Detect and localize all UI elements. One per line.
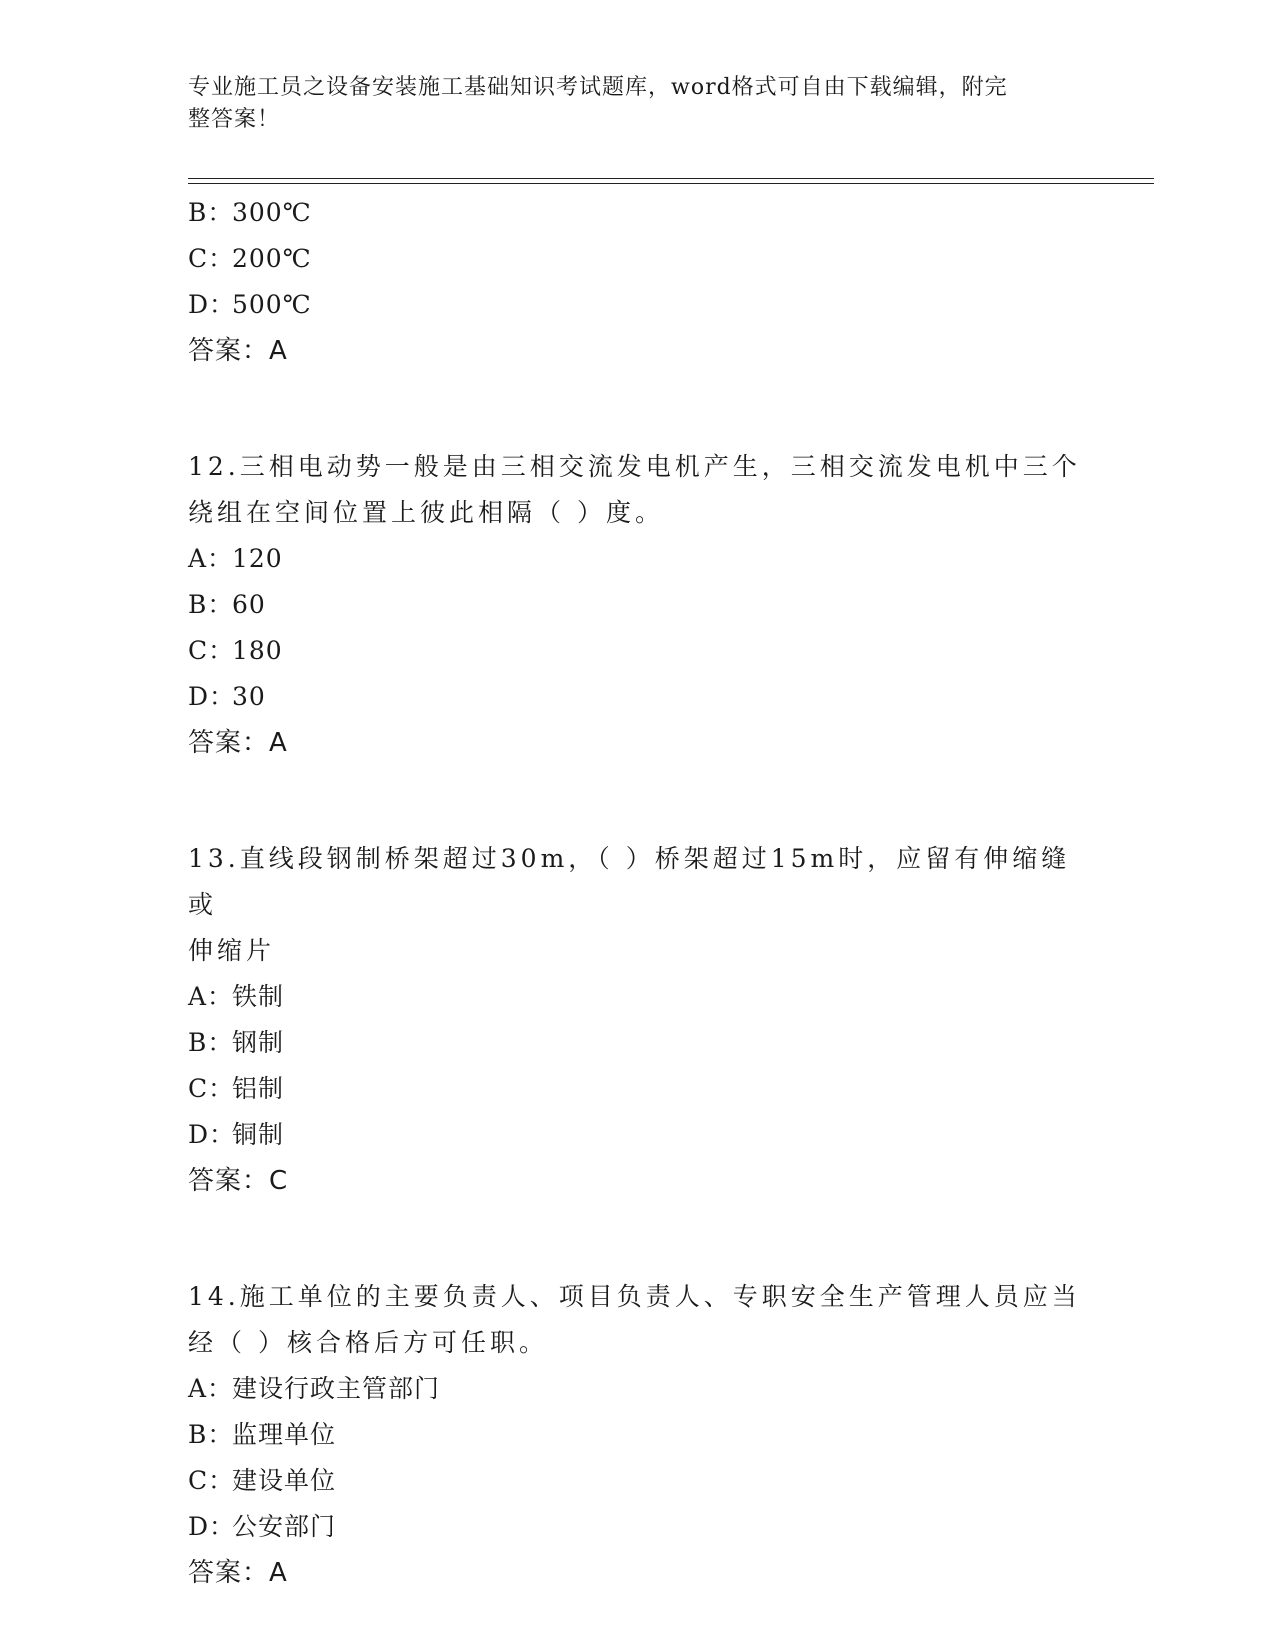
option-text: 180 bbox=[232, 636, 283, 665]
option-text: 建设单位 bbox=[232, 1466, 337, 1495]
question-text-line-1: 14.施工单位的主要负责人、项目负责人、专职安全生产管理人员应当 bbox=[188, 1282, 1081, 1311]
option-key: D： bbox=[188, 290, 236, 319]
answer-line: 答案：C bbox=[188, 1166, 289, 1196]
option-text: 监理单位 bbox=[232, 1420, 337, 1449]
option-b bbox=[188, 582, 1088, 628]
option-text: 30 bbox=[232, 682, 266, 711]
option-key: B： bbox=[188, 1028, 234, 1057]
question-13 bbox=[188, 836, 1088, 1204]
option-text: 500℃ bbox=[232, 290, 312, 319]
option-key: A： bbox=[188, 544, 234, 573]
option-c bbox=[188, 236, 1088, 282]
option-key: C： bbox=[188, 636, 235, 665]
option-text: 60 bbox=[232, 590, 266, 619]
option-key: C： bbox=[188, 1074, 235, 1103]
option-text: 铝制 bbox=[232, 1074, 285, 1103]
option-d bbox=[188, 1504, 1088, 1550]
option-a bbox=[188, 1366, 1088, 1412]
option-text: 铁制 bbox=[232, 982, 285, 1011]
question-14 bbox=[188, 1274, 1088, 1596]
option-text: 公安部门 bbox=[232, 1512, 337, 1541]
option-text: 建设行政主管部门 bbox=[232, 1374, 441, 1403]
option-key: B： bbox=[188, 1420, 234, 1449]
question-text-line-2: 经（ ）核合格后方可任职。 bbox=[188, 1328, 548, 1357]
header-divider-top bbox=[188, 178, 1154, 179]
option-d bbox=[188, 674, 1088, 720]
option-text: 120 bbox=[232, 544, 283, 573]
question-text-line-1: 12.三相电动势一般是由三相交流发电机产生，三相交流发电机中三个 bbox=[188, 452, 1081, 481]
option-key: D： bbox=[188, 1120, 236, 1149]
question-text-line-2: 绕组在空间位置上彼此相隔（ ）度。 bbox=[188, 498, 664, 527]
option-b bbox=[188, 190, 1088, 236]
option-b bbox=[188, 1412, 1088, 1458]
option-a bbox=[188, 536, 1088, 582]
option-text: 300℃ bbox=[232, 198, 312, 227]
question-11-tail bbox=[188, 190, 1088, 374]
answer-line: 答案：A bbox=[188, 336, 288, 366]
question-list bbox=[188, 190, 1088, 1596]
option-key: A： bbox=[188, 982, 234, 1011]
header-line-1: 专业施工员之设备安装施工基础知识考试题库，word格式可自由下载编辑，附完 bbox=[188, 75, 1008, 100]
option-key: D： bbox=[188, 682, 236, 711]
header-divider-bottom bbox=[188, 183, 1154, 184]
option-c bbox=[188, 628, 1088, 674]
answer-line: 答案：A bbox=[188, 728, 288, 758]
option-text: 钢制 bbox=[232, 1028, 285, 1057]
option-text: 200℃ bbox=[232, 244, 312, 273]
option-b bbox=[188, 1020, 1088, 1066]
question-12 bbox=[188, 444, 1088, 766]
question-text-line-1: 13.直线段钢制桥架超过30m，（ ）桥架超过15m时，应留有伸缩缝或 bbox=[188, 844, 1071, 919]
option-key: C： bbox=[188, 244, 235, 273]
option-key: D： bbox=[188, 1512, 236, 1541]
question-text-line-2: 伸缩片 bbox=[188, 936, 276, 965]
option-key: C： bbox=[188, 1466, 235, 1495]
option-key: B： bbox=[188, 590, 234, 619]
document-header bbox=[188, 72, 1068, 136]
option-key: A： bbox=[188, 1374, 234, 1403]
header-line-2: 整答案！ bbox=[188, 107, 281, 132]
option-a bbox=[188, 974, 1088, 1020]
option-c bbox=[188, 1066, 1088, 1112]
option-text: 铜制 bbox=[232, 1120, 285, 1149]
option-c bbox=[188, 1458, 1088, 1504]
option-d bbox=[188, 1112, 1088, 1158]
answer-line: 答案：A bbox=[188, 1558, 288, 1588]
option-d bbox=[188, 282, 1088, 328]
option-key: B： bbox=[188, 198, 234, 227]
